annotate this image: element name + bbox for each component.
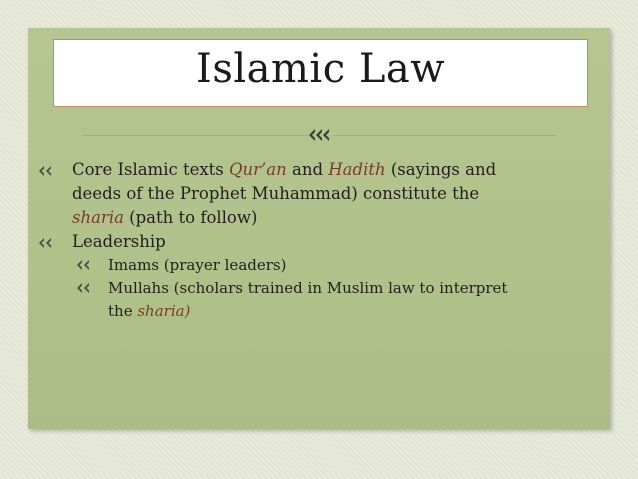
- sub-bullet-text: Mullahs (scholars trained in Muslim law to interpret: [108, 279, 508, 297]
- bullet-text: (sayings and: [385, 160, 497, 179]
- title-box: [53, 39, 588, 107]
- term-sharia: sharia): [137, 302, 191, 320]
- sub-bullet-text: Imams (prayer leaders): [108, 256, 287, 274]
- bullet-leadership: [38, 230, 598, 254]
- sub-bullet-imams: [38, 254, 598, 277]
- sub-bullet-mullahs: [38, 277, 598, 323]
- sub-bullet-marker-icon: [76, 254, 94, 277]
- bullet-marker-icon: [38, 230, 72, 254]
- divider-line-left: [83, 135, 308, 136]
- sub-bullet-marker-icon: [76, 277, 94, 300]
- ornament-icon: [305, 121, 333, 149]
- term-sharia: sharia: [72, 208, 124, 227]
- bullet-text: and: [286, 160, 329, 179]
- bullet-text: (path to follow): [123, 208, 258, 227]
- sub-bullet-text: the: [108, 302, 138, 320]
- bullet-text: Leadership: [72, 232, 166, 251]
- divider-line-right: [333, 135, 556, 136]
- term-quran: Qur’an: [229, 160, 287, 179]
- term-hadith: Hadith: [328, 160, 386, 179]
- bullet-list: [38, 158, 598, 323]
- slide-title: Islamic Law: [196, 46, 445, 92]
- bullet-marker-icon: [38, 158, 72, 182]
- bullet-text: deeds of the Prophet Muhammad) constitute the: [72, 184, 480, 203]
- bullet-core-texts: [38, 158, 598, 230]
- bullet-text: Core Islamic texts: [72, 160, 230, 179]
